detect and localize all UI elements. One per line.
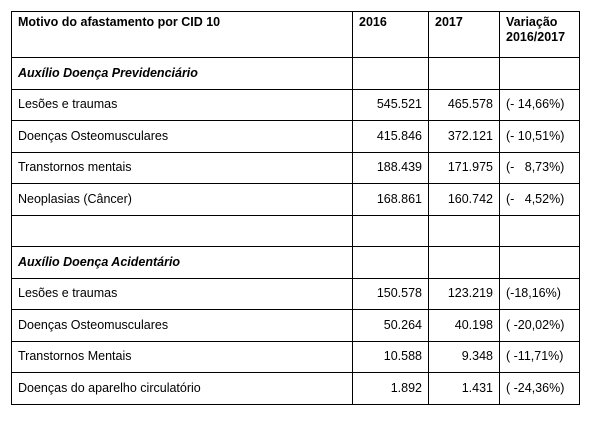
row-value-2017: 1.431 — [429, 373, 500, 405]
row-value-2016: 10.588 — [353, 341, 429, 373]
row-label: Lesões e traumas — [12, 89, 353, 121]
row-value-2017: 40.198 — [429, 310, 500, 342]
spacer-row — [12, 215, 580, 247]
empty-cell — [429, 215, 500, 247]
empty-cell — [500, 215, 580, 247]
empty-cell — [353, 58, 429, 90]
row-value-2017: 160.742 — [429, 184, 500, 216]
section-title: Auxílio Doença Acidentário — [12, 247, 353, 279]
row-variacao: (- 8,73%) — [500, 152, 580, 184]
header-variacao-line2: 2016/2017 — [506, 30, 566, 44]
row-value-2016: 545.521 — [353, 89, 429, 121]
header-2016: 2016 — [353, 12, 429, 58]
row-value-2016: 188.439 — [353, 152, 429, 184]
table-row — [12, 152, 580, 184]
header-variacao — [500, 12, 580, 58]
row-value-2016: 150.578 — [353, 278, 429, 310]
row-label: Doenças Osteomusculares — [12, 121, 353, 153]
table-row — [12, 310, 580, 342]
row-variacao: (-18,16%) — [500, 278, 580, 310]
row-label: Transtornos mentais — [12, 152, 353, 184]
table-row — [12, 89, 580, 121]
row-label: Lesões e traumas — [12, 278, 353, 310]
afastamento-table — [11, 11, 580, 405]
empty-cell — [500, 58, 580, 90]
empty-cell — [429, 58, 500, 90]
row-label: Doenças Osteomusculares — [12, 310, 353, 342]
table-row — [12, 184, 580, 216]
row-value-2017: 465.578 — [429, 89, 500, 121]
header-2017: 2017 — [429, 12, 500, 58]
row-label: Transtornos Mentais — [12, 341, 353, 373]
row-variacao: ( -20,02%) — [500, 310, 580, 342]
row-variacao: (- 4,52%) — [500, 184, 580, 216]
row-label: Neoplasias (Câncer) — [12, 184, 353, 216]
row-variacao: (- 14,66%) — [500, 89, 580, 121]
table-row — [12, 121, 580, 153]
table-row — [12, 278, 580, 310]
row-value-2017: 372.121 — [429, 121, 500, 153]
row-variacao: ( -11,71%) — [500, 341, 580, 373]
table-row — [12, 373, 580, 405]
row-value-2016: 415.846 — [353, 121, 429, 153]
row-label: Doenças do aparelho circulatório — [12, 373, 353, 405]
row-value-2017: 123.219 — [429, 278, 500, 310]
row-value-2017: 171.975 — [429, 152, 500, 184]
empty-cell — [353, 247, 429, 279]
empty-cell — [429, 247, 500, 279]
header-motivo: Motivo do afastamento por CID 10 — [12, 12, 353, 58]
row-variacao: (- 10,51%) — [500, 121, 580, 153]
row-variacao: ( -24,36%) — [500, 373, 580, 405]
row-value-2016: 168.861 — [353, 184, 429, 216]
row-value-2017: 9.348 — [429, 341, 500, 373]
empty-cell — [353, 215, 429, 247]
row-value-2016: 50.264 — [353, 310, 429, 342]
section-title: Auxílio Doença Previdenciário — [12, 58, 353, 90]
table-row — [12, 341, 580, 373]
section-title-row — [12, 58, 580, 90]
empty-cell — [12, 215, 353, 247]
table-header-row — [12, 12, 580, 58]
row-value-2016: 1.892 — [353, 373, 429, 405]
header-variacao-line1: Variação — [506, 15, 558, 29]
section-title-row — [12, 247, 580, 279]
empty-cell — [500, 247, 580, 279]
